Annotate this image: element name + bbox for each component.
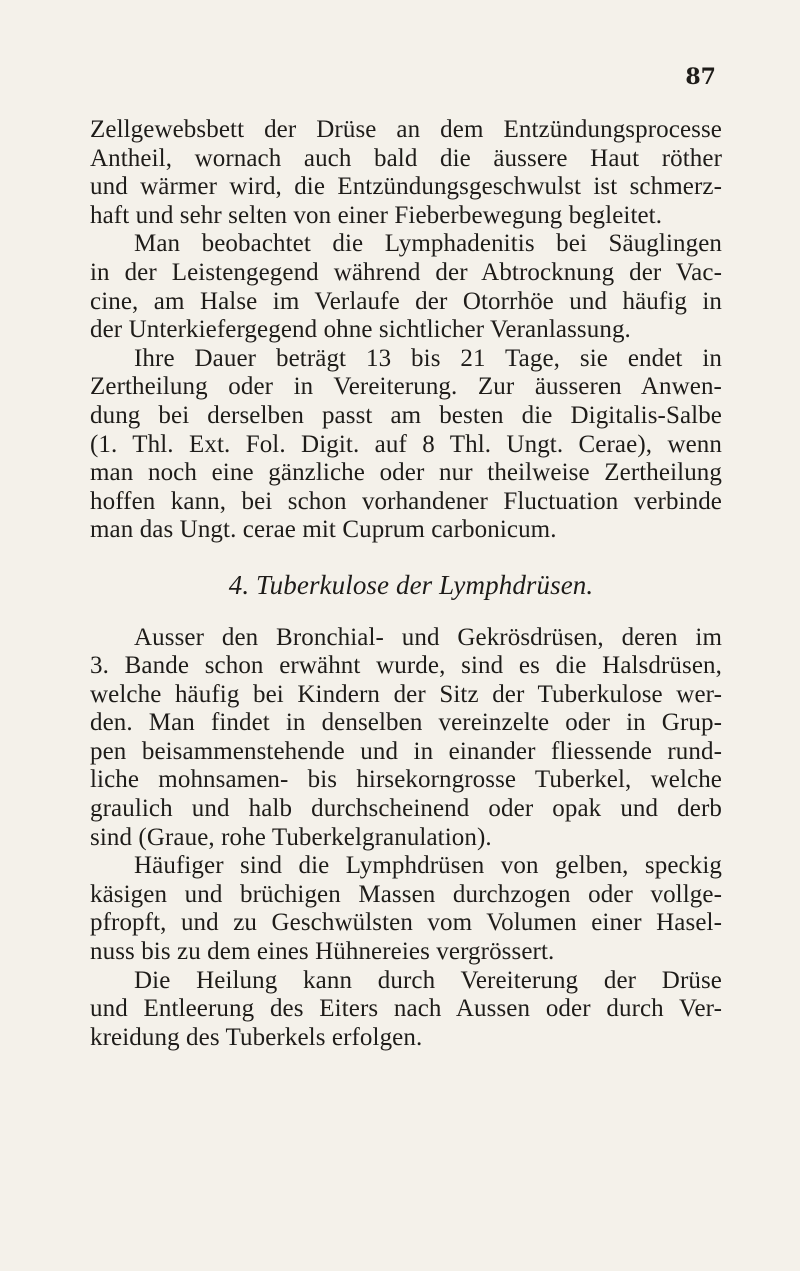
text-line: cine, am Halse im Verlaufe der Otorrhöe und häufig in (90, 287, 722, 315)
text-line: den. Man findet in denselben vereinzelte oder in Grup- (90, 709, 722, 737)
text-line: welche häufig bei Kindern der Sitz der Tuberkulose wer- (90, 680, 722, 708)
text-line: man noch eine gänzliche oder nur theilweise Zertheilung (90, 459, 722, 487)
text-line: sind (Graue, rohe Tuberkelgranulation). (90, 823, 492, 851)
text-line: und wärmer wird, die Entzündungsgeschwulst ist schmerz- (90, 173, 722, 201)
page-number: 87 (685, 64, 716, 90)
text-line: Ausser den Bronchial- und Gekrösdrüsen, deren im (134, 623, 722, 651)
text-line: 3. Bande schon erwähnt wurde, sind es die Halsdrüsen, (90, 652, 722, 680)
text-line: in der Leistengegend während der Abtrocknung der Vac- (90, 258, 722, 286)
text-line: hoffen kann, bei schon vorhandener Fluctuation verbinde (90, 487, 722, 515)
text-line: pen beisammenstehende und in einander fliessende rund- (90, 737, 722, 765)
text-line: Häufiger sind die Lymphdrüsen von gelben, speckig (134, 852, 722, 880)
text-line: Zertheilung oder in Vereiterung. Zur äusseren Anwen- (90, 373, 722, 401)
paragraphs-tuberculosis (90, 624, 722, 1053)
text-line: pfropft, und zu Geschwülsten vom Volumen einer Hasel- (90, 909, 722, 937)
text-line: dung bei derselben passt am besten die Digitalis-Salbe (90, 401, 722, 429)
text-line: Man beobachtet die Lymphadenitis bei Säuglingen (134, 230, 722, 258)
text-line: Die Heilung kann durch Vereiterung der Drüse (134, 966, 722, 994)
text-line: man das Ungt. cerae mit Cuprum carbonicum. (90, 516, 557, 544)
paragraphs-lymphadenitis (90, 116, 722, 545)
text-line: liche mohnsamen- bis hirsekorngrosse Tuberkel, welche (90, 766, 722, 794)
text-line: der Unterkiefergegend ohne sichtlicher Veranlassung. (90, 316, 631, 344)
text-line: Antheil, wornach auch bald die äussere Haut röther (90, 144, 722, 172)
text-line: graulich und halb durchscheinend oder opak und derb (90, 795, 722, 823)
text-line: kreidung des Tuberkels erfolgen. (90, 1023, 423, 1051)
text-line: haft und sehr selten von einer Fieberbewegung begleitet. (90, 201, 663, 229)
section-heading: 4. Tuberkulose der Lymphdrüsen. (228, 569, 594, 600)
text-line: Ihre Dauer beträgt 13 bis 21 Tage, sie endet in (134, 344, 722, 372)
text-line: und Entleerung des Eiters nach Aussen oder durch Ver- (90, 995, 722, 1023)
text-line: Zellgewebsbett der Drüse an dem Entzündungsprocesse (90, 116, 722, 143)
text-line: nuss bis zu dem eines Hühnereies vergrössert. (90, 938, 555, 966)
page-body (90, 116, 722, 1052)
text-line: käsigen und brüchigen Massen durchzogen oder vollge- (90, 880, 722, 908)
text-line: (1. Thl. Ext. Fol. Digit. auf 8 Thl. Ungt. Cerae), wenn (90, 430, 722, 458)
